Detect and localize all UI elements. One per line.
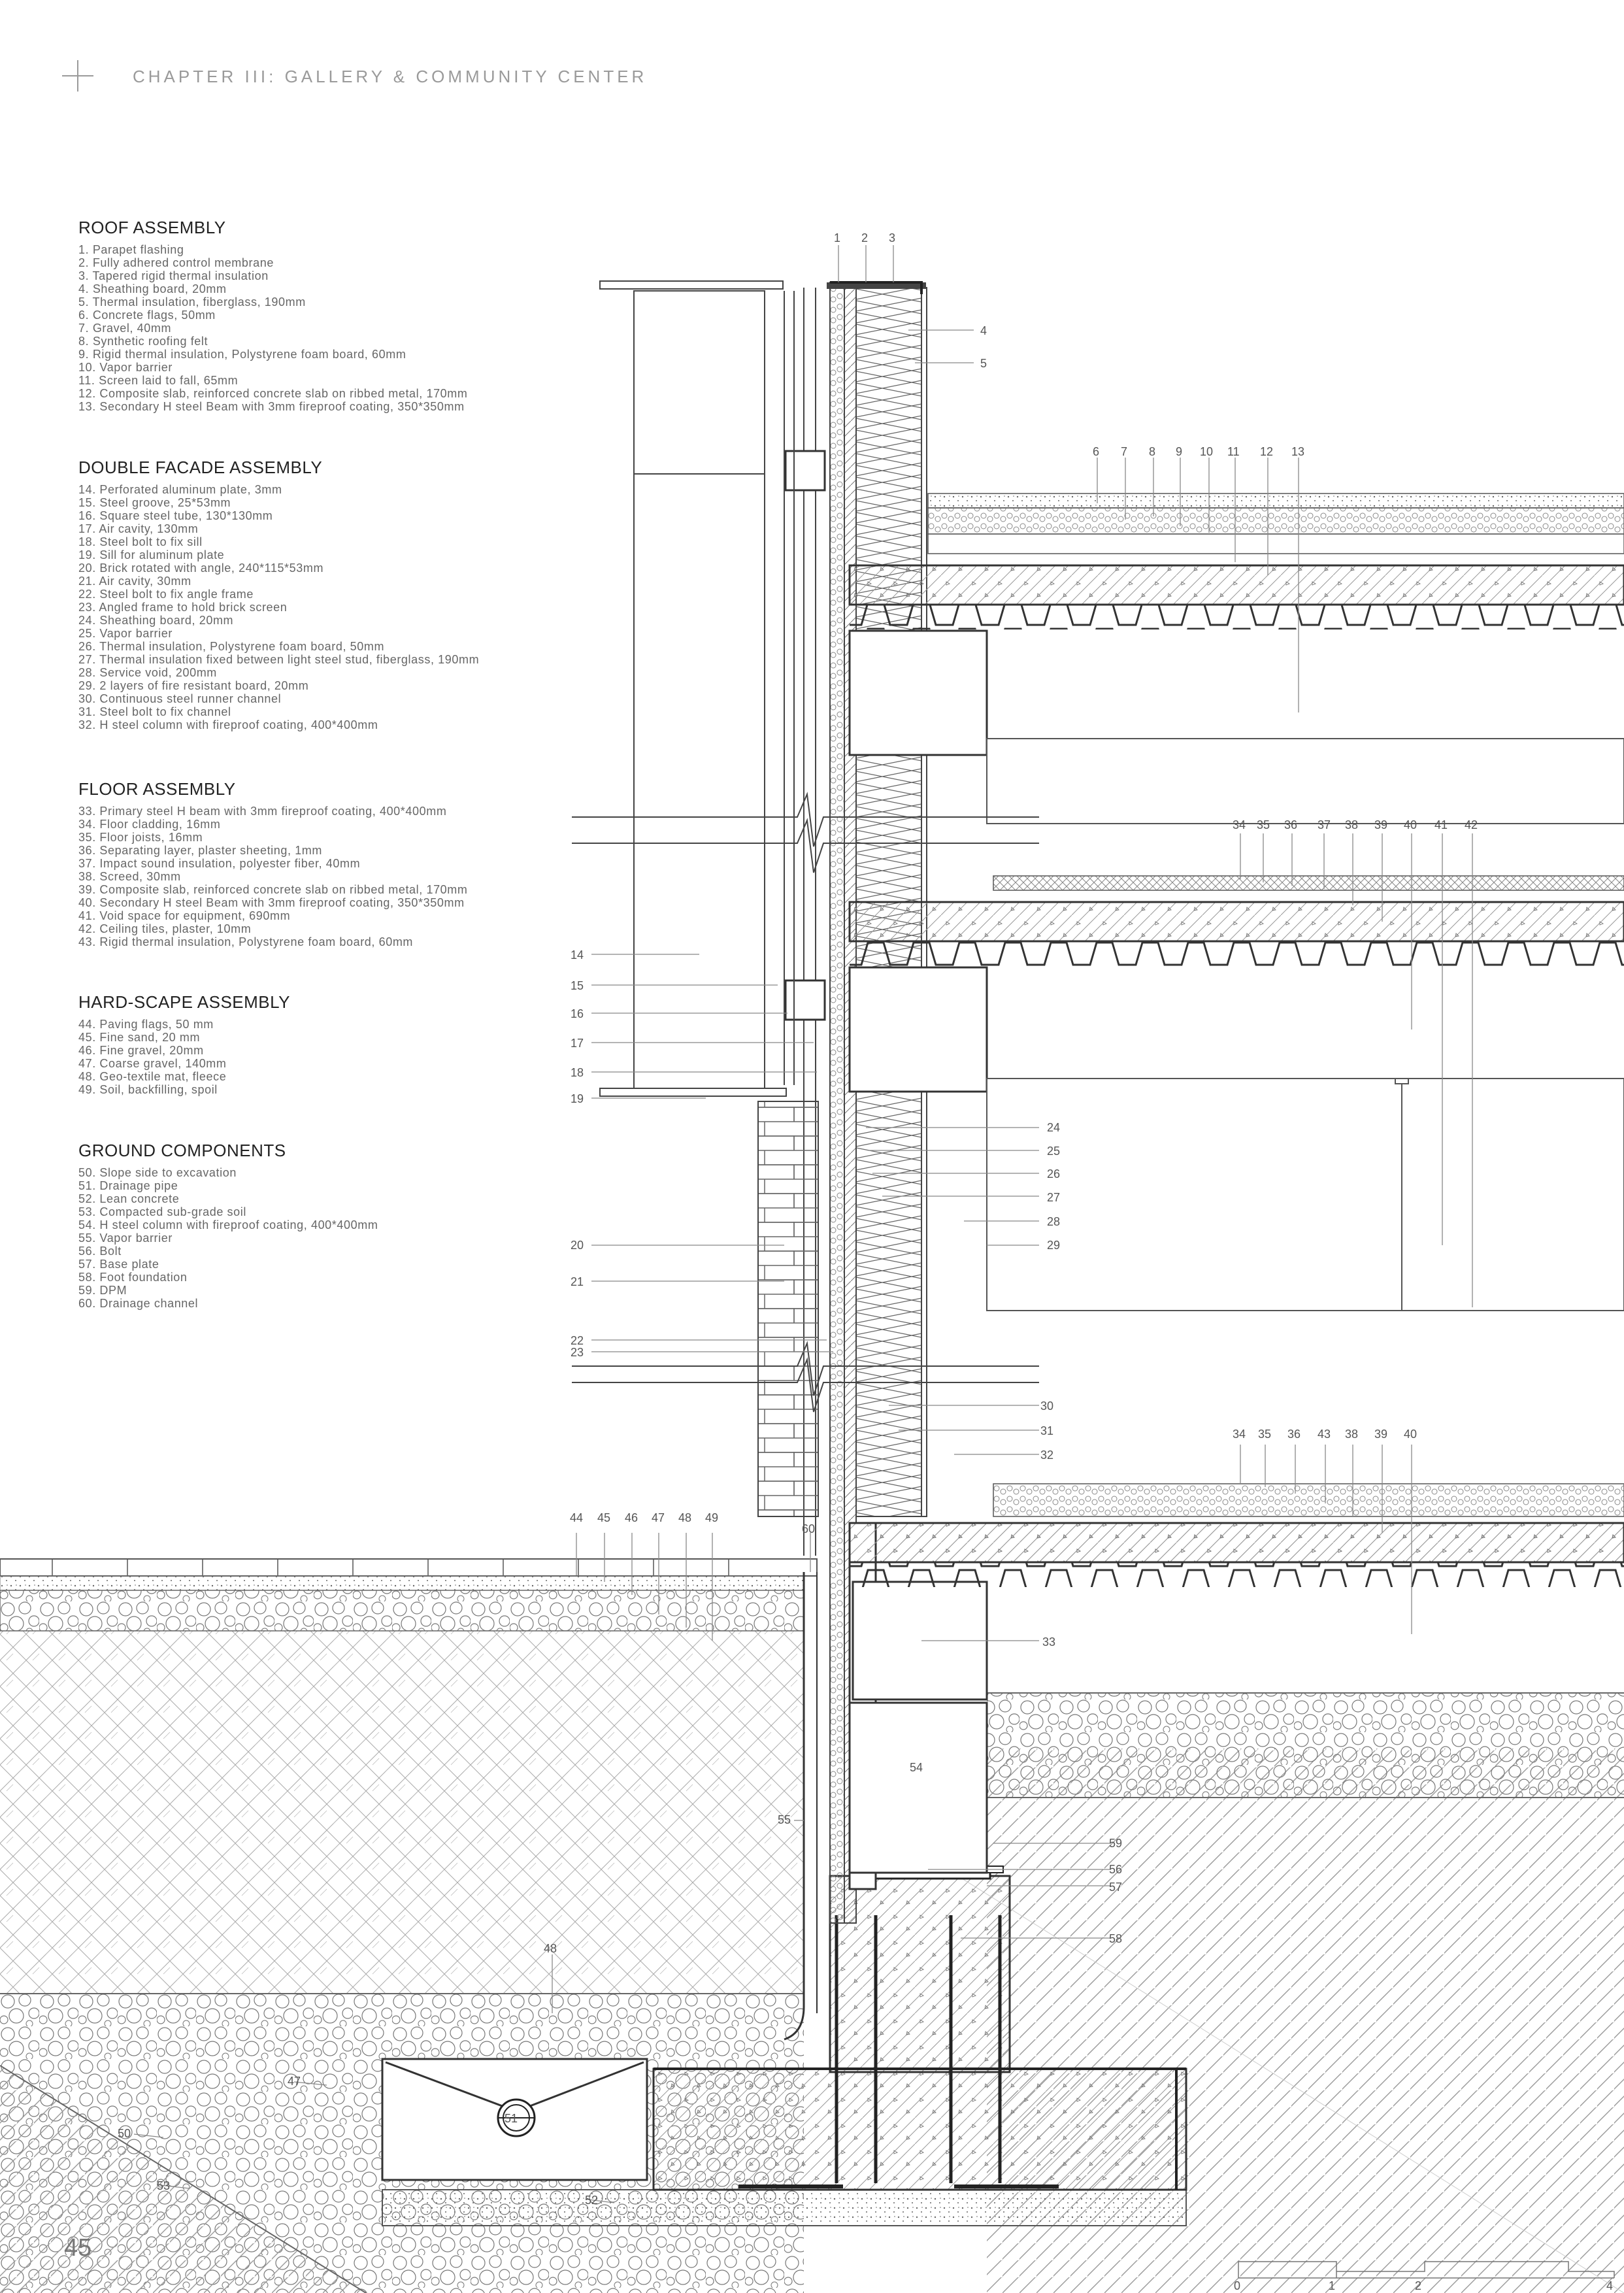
legend-item: 23. Angled frame to hold brick screen bbox=[78, 601, 288, 614]
legend-item: 44. Paving flags, 50 mm bbox=[78, 1018, 214, 1031]
callout-number: 4 bbox=[1606, 2279, 1614, 2292]
callout-number: 28 bbox=[1047, 1215, 1061, 1228]
legend-item: 30. Continuous steel runner channel bbox=[78, 692, 282, 705]
callout-roof-layers bbox=[1093, 445, 1304, 458]
legend-item: 50. Slope side to excavation bbox=[78, 1166, 237, 1179]
callout-number: 10 bbox=[1200, 445, 1214, 458]
callout-number: 32 bbox=[1040, 1448, 1054, 1462]
legend-item: 59. DPM bbox=[78, 1284, 127, 1297]
callout-number: 57 bbox=[1109, 1881, 1123, 1894]
callout-50: 50 bbox=[118, 2127, 131, 2140]
callout-number: 14 bbox=[571, 948, 584, 962]
legend-item: 58. Foot foundation bbox=[78, 1271, 188, 1284]
legend-item: 56. Bolt bbox=[78, 1245, 122, 1258]
callout-number: 2 bbox=[1415, 2279, 1422, 2292]
callout-number: 3 bbox=[889, 231, 896, 244]
callout-55: 55 bbox=[778, 1813, 791, 1826]
callout-number: 27 bbox=[1047, 1191, 1061, 1204]
callout-number: 31 bbox=[1040, 1424, 1054, 1437]
legend-item: 9. Rigid thermal insulation, Polystyrene foam board, 60mm bbox=[78, 348, 406, 361]
callout-number: 40 bbox=[1404, 818, 1417, 831]
callout-48-geotextile: 48 bbox=[544, 1942, 557, 1955]
legend-item: 57. Base plate bbox=[78, 1258, 159, 1271]
callout-facade-left bbox=[571, 948, 584, 1359]
legend-item: 47. Coarse gravel, 140mm bbox=[78, 1057, 227, 1070]
legend-item: 54. H steel column with fireproof coating, 400*400mm bbox=[78, 1218, 378, 1231]
callout-number: 40 bbox=[1404, 1428, 1417, 1441]
legend-item: 5. Thermal insulation, fiberglass, 190mm bbox=[78, 295, 306, 309]
callout-number: 6 bbox=[1093, 445, 1100, 458]
legend-item: 25. Vapor barrier bbox=[78, 627, 173, 640]
callout-60: 60 bbox=[802, 1522, 816, 1535]
legend-item: 36. Separating layer, plaster sheeting, 1mm bbox=[78, 844, 322, 857]
callout-53: 53 bbox=[157, 2179, 171, 2192]
legend-item: 4. Sheathing board, 20mm bbox=[78, 282, 227, 295]
legend-item: 18. Steel bolt to fix sill bbox=[78, 535, 203, 548]
legend-item: 26. Thermal insulation, Polystyrene foam board, 50mm bbox=[78, 640, 385, 653]
callout-number: 41 bbox=[1434, 818, 1448, 831]
callout-number: 39 bbox=[1374, 1428, 1388, 1441]
legend-item: 42. Ceiling tiles, plaster, 10mm bbox=[78, 922, 252, 935]
legend-item: 37. Impact sound insulation, polyester fiber, 40mm bbox=[78, 857, 361, 870]
legend-item: 20. Brick rotated with angle, 240*115*53mm bbox=[78, 561, 324, 575]
brick-screen bbox=[758, 1101, 818, 1516]
callout-number: 11 bbox=[1227, 445, 1240, 458]
callout-number: 1 bbox=[834, 231, 841, 244]
legend-item: 33. Primary steel H beam with 3mm fireproof coating, 400*400mm bbox=[78, 805, 447, 818]
callout-number: 22 bbox=[571, 1334, 584, 1347]
legend-item: 2. Fully adhered control membrane bbox=[78, 256, 274, 269]
callout-number: 36 bbox=[1284, 818, 1298, 831]
callout-number: 30 bbox=[1040, 1399, 1054, 1413]
callout-number: 44 bbox=[570, 1511, 584, 1524]
callout-number: 45 bbox=[597, 1511, 611, 1524]
callout-51: 51 bbox=[505, 2112, 518, 2125]
legend-item: 34. Floor cladding, 16mm bbox=[78, 818, 221, 831]
callout-floor2-layers bbox=[1233, 1428, 1417, 1441]
callout-number: 36 bbox=[1287, 1428, 1301, 1441]
callout-number: 9 bbox=[1176, 445, 1183, 458]
legend-item: 13. Secondary H steel Beam with 3mm fireproof coating, 350*350mm bbox=[78, 400, 465, 413]
callout-hardscape bbox=[570, 1511, 718, 1524]
callout-number: 1 bbox=[1329, 2279, 1336, 2292]
callout-number: 39 bbox=[1374, 818, 1388, 831]
callout-number: 35 bbox=[1258, 1428, 1272, 1441]
callout-number: 7 bbox=[1121, 445, 1128, 458]
callout-number: 37 bbox=[1317, 818, 1331, 831]
callout-number: 34 bbox=[1233, 818, 1246, 831]
legend-item: 17. Air cavity, 130mm bbox=[78, 522, 199, 535]
legend-item: 51. Drainage pipe bbox=[78, 1179, 178, 1192]
callout-number: 29 bbox=[1047, 1239, 1061, 1252]
legend-item: 16. Square steel tube, 130*130mm bbox=[78, 509, 273, 522]
callout-number: 8 bbox=[1149, 445, 1156, 458]
callout-number: 0 bbox=[1234, 2279, 1241, 2292]
page-number: 45 bbox=[64, 2234, 92, 2262]
callout-number: 23 bbox=[571, 1346, 584, 1359]
roof-slab bbox=[850, 494, 1624, 824]
callout-roof-side bbox=[980, 324, 987, 370]
legend-item: 27. Thermal insulation fixed between light steel stud, fiberglass, 190mm bbox=[78, 653, 480, 666]
callout-number: 25 bbox=[1047, 1145, 1061, 1158]
callout-number: 19 bbox=[571, 1092, 584, 1105]
legend-title: GROUND COMPONENTS bbox=[78, 1141, 286, 1160]
callout-number: 42 bbox=[1465, 818, 1478, 831]
legend-item: 43. Rigid thermal insulation, Polystyrene foam board, 60mm bbox=[78, 935, 414, 948]
legend-item: 11. Screen laid to fall, 65mm bbox=[78, 374, 239, 387]
callout-number: 16 bbox=[571, 1007, 584, 1020]
legend-item: 7. Gravel, 40mm bbox=[78, 322, 172, 335]
legend-item: 53. Compacted sub-grade soil bbox=[78, 1205, 246, 1218]
legend-item: 3. Tapered rigid thermal insulation bbox=[78, 269, 269, 282]
callout-number: 4 bbox=[980, 324, 987, 337]
legend-item: 14. Perforated aluminum plate, 3mm bbox=[78, 483, 282, 496]
callout-number: 15 bbox=[571, 979, 584, 992]
legend-item: 8. Synthetic roofing felt bbox=[78, 335, 208, 348]
legend-item: 32. H steel column with fireproof coating, 400*400mm bbox=[78, 718, 378, 731]
callout-number: 12 bbox=[1260, 445, 1274, 458]
legend-item: 22. Steel bolt to fix angle frame bbox=[78, 588, 254, 601]
callout-47-coarse: 47 bbox=[288, 2075, 301, 2088]
callout-number: 26 bbox=[1047, 1167, 1061, 1180]
callout-number: 58 bbox=[1109, 1932, 1123, 1945]
floor-2-slab bbox=[850, 1484, 1624, 1587]
callout-number: 38 bbox=[1345, 818, 1359, 831]
callout-number: 35 bbox=[1257, 818, 1270, 831]
legend-item: 35. Floor joists, 16mm bbox=[78, 831, 203, 844]
callout-number: 13 bbox=[1291, 445, 1305, 458]
callout-number: 18 bbox=[571, 1066, 584, 1079]
callout-52: 52 bbox=[585, 2194, 599, 2207]
callout-33: 33 bbox=[1042, 1635, 1056, 1649]
callout-number: 59 bbox=[1109, 1837, 1123, 1850]
legend-item: 46. Fine gravel, 20mm bbox=[78, 1044, 204, 1057]
legend-item: 48. Geo-textile mat, fleece bbox=[78, 1070, 227, 1083]
legend-item: 12. Composite slab, reinforced concrete slab on ribbed metal, 170mm bbox=[78, 387, 468, 400]
hardscape-layers bbox=[0, 1559, 817, 1631]
legend-item: 31. Steel bolt to fix channel bbox=[78, 705, 231, 718]
callout-number: 34 bbox=[1233, 1428, 1246, 1441]
chapter-title: CHAPTER III: GALLERY & COMMUNITY CENTER bbox=[133, 67, 648, 86]
callout-number: 5 bbox=[980, 357, 987, 370]
callout-number: 48 bbox=[678, 1511, 692, 1524]
legend-item: 40. Secondary H steel Beam with 3mm fireproof coating, 350*350mm bbox=[78, 896, 465, 909]
callout-number: 2 bbox=[861, 231, 869, 244]
callout-number: 46 bbox=[625, 1511, 638, 1524]
callout-number: 24 bbox=[1047, 1121, 1061, 1134]
legend-item: 49. Soil, backfilling, spoil bbox=[78, 1083, 218, 1096]
legend-item: 15. Steel groove, 25*53mm bbox=[78, 496, 231, 509]
legend-title: DOUBLE FACADE ASSEMBLY bbox=[78, 458, 323, 477]
floor-1-slab bbox=[850, 876, 1624, 1311]
legend-item: 19. Sill for aluminum plate bbox=[78, 548, 225, 561]
callout-roof-top bbox=[834, 231, 895, 244]
legend-item: 28. Service void, 200mm bbox=[78, 666, 217, 679]
callout-54: 54 bbox=[910, 1761, 923, 1774]
callout-floor1-layers bbox=[1233, 818, 1478, 831]
callout-number: 20 bbox=[571, 1239, 584, 1252]
legend-item: 21. Air cavity, 30mm bbox=[78, 575, 191, 588]
legend-title: FLOOR ASSEMBLY bbox=[78, 779, 236, 799]
legend-title: ROOF ASSEMBLY bbox=[78, 218, 226, 237]
legend-item: 45. Fine sand, 20 mm bbox=[78, 1031, 201, 1044]
legend-item: 60. Drainage channel bbox=[78, 1297, 199, 1310]
legend-item: 38. Screed, 30mm bbox=[78, 870, 181, 883]
legend-item: 55. Vapor barrier bbox=[78, 1231, 173, 1245]
legend-item: 1. Parapet flashing bbox=[78, 243, 184, 256]
legend-item: 10. Vapor barrier bbox=[78, 361, 173, 374]
legend-item: 52. Lean concrete bbox=[78, 1192, 180, 1205]
legend-item: 39. Composite slab, reinforced concrete slab on ribbed metal, 170mm bbox=[78, 883, 468, 896]
callout-number: 38 bbox=[1345, 1428, 1359, 1441]
legend-item: 29. 2 layers of fire resistant board, 20mm bbox=[78, 679, 309, 692]
legend-item: 24. Sheathing board, 20mm bbox=[78, 614, 234, 627]
callout-number: 47 bbox=[652, 1511, 665, 1524]
callout-number: 49 bbox=[705, 1511, 719, 1524]
callout-number: 43 bbox=[1317, 1428, 1331, 1441]
legend-item: 6. Concrete flags, 50mm bbox=[78, 309, 216, 322]
legend-item: 41. Void space for equipment, 690mm bbox=[78, 909, 291, 922]
callout-number: 56 bbox=[1109, 1863, 1123, 1876]
callout-number: 17 bbox=[571, 1037, 584, 1050]
legend-title: HARD-SCAPE ASSEMBLY bbox=[78, 992, 291, 1012]
callout-number: 21 bbox=[571, 1275, 584, 1288]
